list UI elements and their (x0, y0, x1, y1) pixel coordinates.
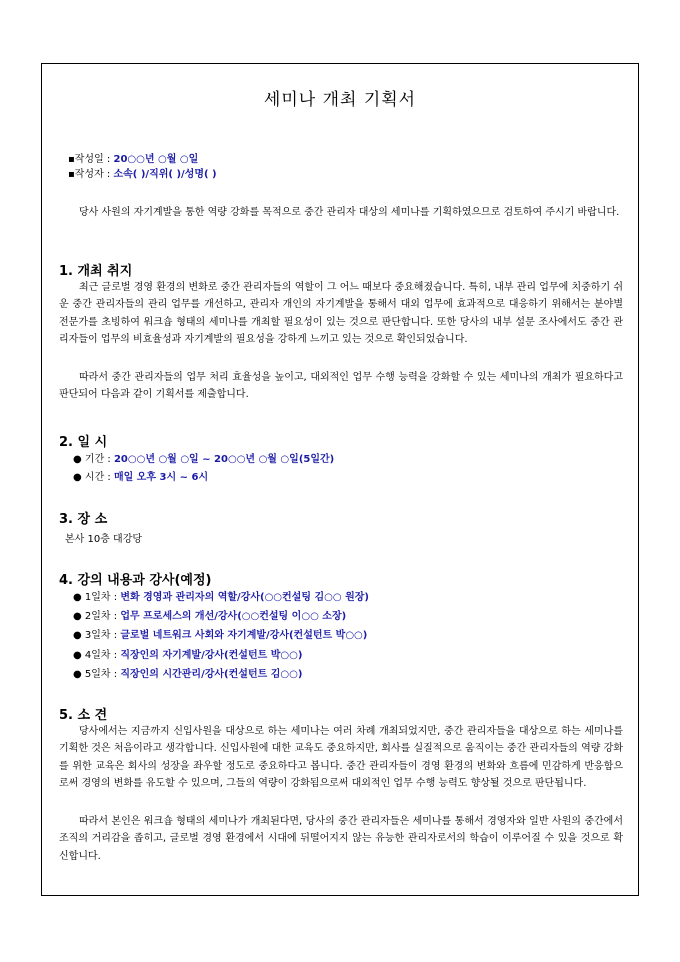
section-1-paragraph-1: 최근 글로벌 경영 환경의 변화로 중간 관리자들의 역할이 그 어느 때보다 중요해졌습니다. 특히, 내부 관리 업무에 치중하기 쉬운 중간 관리자들의 관리 업무를 개선하고, 관리자 개인의 자기계발을 통해서 대외 업무에 효과적으로 대응하기 위해서는 분야별 전문가를 초빙하여 워크숍 형태의 세미나를 개최할 필요성이 있는 것으로 판단합니다. 또한 당사의 내부 설문 조사에서도 중간 관리자들이 업무의 비효율성과 자기계발의 필요성을 강하게 느끼고 있는 것으로 확인되었습니다. (59, 282, 623, 346)
lecture-day-value: 업무 프로세스의 개선/강사(○○컨설팅 이○○ 소장) (120, 611, 347, 622)
document-frame (41, 63, 639, 896)
lecture-day-value: 직장인의 시간관리/강사(컨설턴트 김○○) (120, 669, 303, 680)
lecture-day-label: ● 2일차 : (73, 611, 121, 622)
lecture-day-label: ● 1일차 : (73, 592, 121, 603)
intro-paragraph: 당사 사원의 자기계발을 통한 역량 강화를 목적으로 중간 관리자 대상의 세미나를 기획하였으므로 검토하여 주시기 바랍니다. (79, 207, 620, 218)
section-5-heading: 5. 소 견 (59, 708, 108, 723)
schedule-time-label: ● 시간 : (73, 472, 114, 483)
venue-text: 본사 10층 대강당 (65, 534, 143, 545)
section-4-heading: 4. 강의 내용과 강사(예정) (59, 573, 212, 588)
schedule-period-value: 20○○년 ○월 ○일 ~ 20○○년 ○월 ○일(5일간) (113, 454, 335, 465)
lecture-day-4 (73, 649, 302, 663)
schedule-period-label: ● 기간 : (73, 454, 114, 465)
section-5-paragraph-1: 당사에서는 지금까지 신입사원을 대상으로 하는 세미나는 여러 차례 개최되었지만, 중간 관리자들을 대상으로 하는 세미나를 기획한 것은 처음이라고 생각합니다. 신입사원에 대한 교육도 중요하지만, 회사를 실질적으로 움직이는 중간 관리자들의 역량 강화를 위한 교육은 회사의 성장을 좌우할 정도로 중요하다고 봅니다. 중간 관리자들이 경영 환경의 변화와 흐름에 민감하게 반응함으로써 경영의 변화를 유도할 수 있으며, 그들의 역량이 강화됨으로써 대외적인 업무 수행 능력도 향상될 것으로 판단됩니다. (59, 726, 623, 790)
schedule-period (73, 453, 334, 467)
lecture-day-2 (73, 610, 346, 624)
schedule-time-value: 매일 오후 3시 ~ 6시 (113, 472, 209, 483)
lecture-day-value: 글로벌 네트워크 사회와 자기계발/강사(컨설턴트 박○○) (120, 630, 368, 641)
lecture-day-1 (73, 591, 369, 605)
document-title: 세미나 개최 기획서 (263, 90, 417, 110)
section-1-heading: 1. 개최 취지 (59, 264, 133, 279)
section-3-heading: 3. 장 소 (59, 512, 108, 527)
lecture-day-3 (73, 629, 367, 643)
lecture-day-value: 변화 경영과 관리자의 역할/강사(○○컨설팅 김○○ 원장) (120, 592, 369, 603)
section-5-paragraph-2: 따라서 본인은 워크숍 형태의 세미나가 개최된다면, 당사의 중간 관리자들은 세미나를 통해서 경영자와 일반 사원의 중간에서 조직의 거리감을 좁히고, 글로벌 경영 환경에서 시대에 뒤떨어지지 않는 유능한 관리자로서의 학습이 이루어질 수 있을 것으로 확신합니다. (59, 816, 623, 862)
lecture-day-label: ● 3일차 : (73, 630, 121, 641)
meta-date-value: 20○○년 ○월 ○일 (113, 154, 199, 165)
section-1-paragraph-2: 따라서 중간 관리자들의 업무 처리 효율성을 높이고, 대외적인 업무 수행 능력을 강화할 수 있는 세미나의 개최가 필요하다고 판단되어 다음과 같이 기획서를 제출합니다. (59, 372, 623, 401)
lecture-day-label: ● 4일차 : (73, 650, 121, 661)
lecture-day-label: ● 5일차 : (73, 669, 121, 680)
schedule-time (73, 471, 208, 485)
meta-author (68, 168, 217, 182)
meta-author-value: 소속( )/직위( )/성명( ) (113, 169, 217, 180)
section-2-heading: 2. 일 시 (59, 435, 108, 450)
meta-date-label: ▪작성일 : (68, 154, 114, 165)
meta-date (68, 153, 198, 167)
lecture-day-value: 직장인의 자기계발/강사(컨설턴트 박○○) (120, 650, 303, 661)
lecture-day-5 (73, 668, 302, 682)
meta-author-label: ▪작성자 : (68, 169, 114, 180)
